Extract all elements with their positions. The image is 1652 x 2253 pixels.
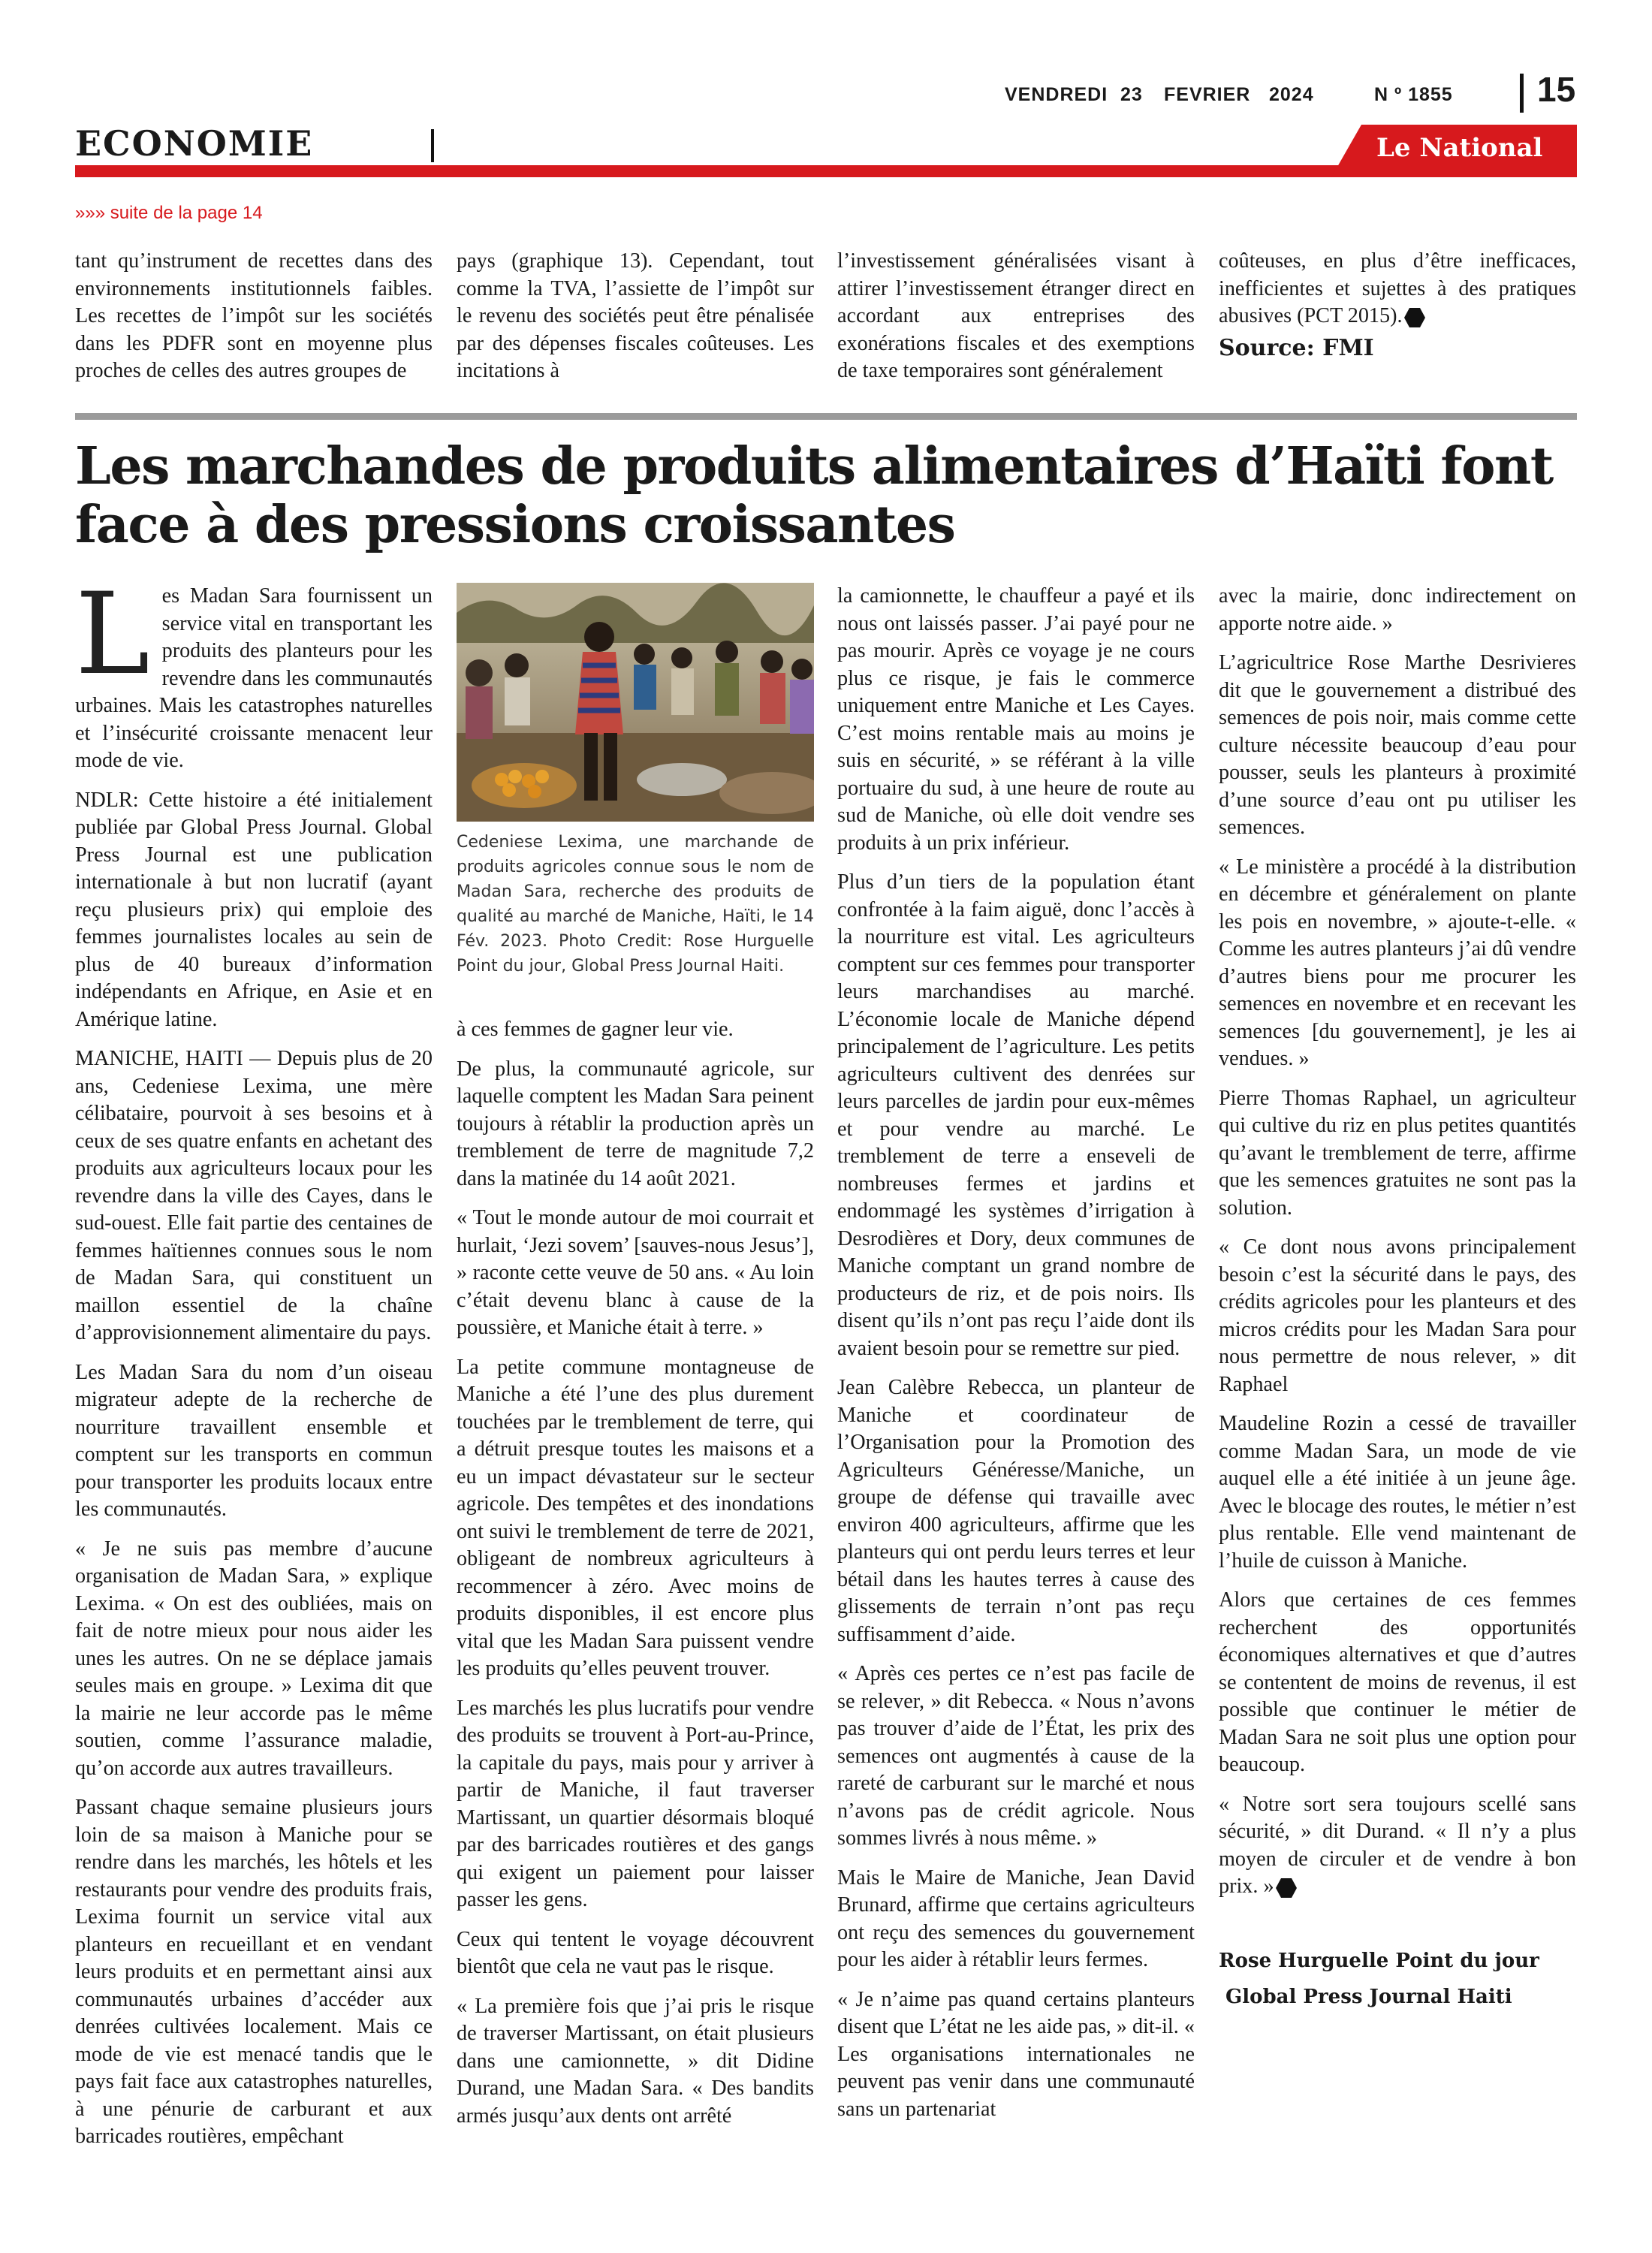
article-intro <box>75 583 433 775</box>
article-column-3 <box>837 583 1195 2190</box>
paragraph: Passant chaque semaine plusieurs jours loin de sa maison à Maniche pour se rendre dans les marchés, les hôtels et les restaurants pour vendre des produits frais, Lexima fournit un service vital aux planteurs en recueillant et en vendant leurs produits et en permettant ainsi aux communautés urbaines d’accéder aux denrées cultivées localement. Mais ce mode de vie est menacé tandis que le pays fait face aux catastrophes naturelles, à une pénurie de carburant et aux barricades routières, empêchant <box>75 1796 433 2148</box>
paragraph: à ces femmes de gagner leur vie. <box>457 1018 734 1041</box>
paragraph: la camionnette, le chauffeur a payé et ils nous ont laissés passer. J’ai payé pour ne pas mourir. Après ce voyage je ne cours plus ce risque, je fais le commerce uniquement entre Maniche et Les Cayes. C’est moins rentable mais au moins je suis en sécurité, » se référant à la ville portuaire du sud, à une heure de route au sud de Maniche, où elle doit vendre ses produits à un prix inférieur. <box>837 584 1195 855</box>
paragraph: Les Madan Sara du nom d’un oiseau migrateur adepte de la recherche de nourriture travaillent ensemble et comptent sur les transports en commun pour transporter les produits locaux entre les communautés. <box>75 1360 433 1521</box>
end-mark-icon <box>1404 307 1425 328</box>
top-article-text: l’investissement généralisées visant à attirer l’investissement étranger direct en accordant aux entreprises des exonérations fiscales et des exemptions de taxe temporaires sont généralement <box>837 249 1195 382</box>
paragraph: avec la mairie, donc indirectement on apporte notre aide. » <box>1219 584 1576 635</box>
paragraph: Mais le Maire de Maniche, Jean David Brunard, affirme que certains agriculteurs ont reçu des semences du gouvernement pour les aider à rétablir leurs fermes. <box>837 1865 1195 1971</box>
byline-author: Rose Hurguelle Point du jour <box>1219 1949 1539 1972</box>
paragraph: Maudeline Rozin a cessé de travailler comme Madan Sara, un mode de vie auquel elle a été initiée à un jeune âge. Avec le blocage des routes, le métier n’est plus rentable. Elle vend maintenant de l’huile de cuisson à Maniche. <box>1219 1412 1576 1573</box>
market-photo-illustration <box>457 583 814 822</box>
closing-text: « Notre sort sera toujours scellé sans sécurité, » dit Durand. « Il n’y a plus moyen de circuler et de vendre à bon prix. » <box>1219 1792 1576 1898</box>
top-article-text: pays (graphique 13). Cependant, tout comme la TVA, l’assiette de l’impôt sur le revenu des sociétés peut être pénalisée par des dépenses fiscales coûteuses. Les incitations à <box>457 249 814 382</box>
paragraph: Pierre Thomas Raphael, un agriculteur qui cultive du riz en plus petites quantités qu’avant le tremblement de terre, affirme que les semences gratuites ne sont pas la solution. <box>1219 1086 1576 1220</box>
continued-from-link[interactable]: »»» suite de la page 14 <box>75 203 263 223</box>
page-number-divider <box>1520 74 1524 113</box>
top-article-column-2 <box>457 248 814 388</box>
header-day: VENDREDI <box>1005 84 1108 105</box>
paragraph: « Le ministère a procédé à la distribution en décembre et généralement on plante les pois en novembre, » ajoute-t-elle. « Comme les autres planteurs j’ai dû vendre d’autres biens pour me procurer les semences en novembre et en recevant les semences [du gouvernement], je les ai vendues. » <box>1219 855 1576 1070</box>
issue-number: N º 1855 <box>1374 84 1453 105</box>
market-photo <box>457 583 814 822</box>
top-article-text <box>1219 248 1576 330</box>
header-year: 2024 <box>1269 84 1314 105</box>
paragraph: L’agricultrice Rose Marthe Desrivieres dit que le gouvernement a distribué des semences de pois noir, mais comme cette culture nécessite beaucoup d’eau pour pousser, seuls les planteurs à proximité d’une source d’eau ont pu utiliser les semences. <box>1219 651 1576 839</box>
paragraph: « Je ne suis pas membre d’aucune organisation de Madan Sara, » explique Lexima. « On est des oubliées, mais on fait de notre mieux pour nous aider les unes les autres. On ne se déplace jamais seules mais en groupe. » Lexima dit que la mairie ne leur accorde pas le même soutien, comme l’assurance maladie, qu’on accorde aux autres travailleurs. <box>75 1537 433 1780</box>
paragraph: Alors que certaines de ces femmes recherchent des opportunités économiques alternatives et que d’autres se contentent de moins de revenus, il est possible que continuer le métier de Madan Sara ne soit plus une option pour beaucoup. <box>1219 1588 1576 1776</box>
article-divider <box>75 413 1577 420</box>
byline-organization: Global Press Journal Haiti <box>1219 1985 1512 2008</box>
paragraph: NDLR: Cette histoire a été initialement publiée par Global Press Journal. Global Press Journal est une publication internationale à but non lucratif (ayant reçu plusieurs prix) qui emploie des femmes journalistes locales au sein de plus de 40 bureaux d’information indépendants en Afrique, en Asie et en Amérique latine. <box>75 788 433 1031</box>
header-month: FEVRIER <box>1164 84 1251 105</box>
paragraph: « Ce dont nous avons principalement besoin c’est la sécurité dans le pays, des crédits agricoles pour les planteurs et des micros crédits pour les Madan Sara pour nous permettre de nous relever, » dit Raphael <box>1219 1235 1576 1396</box>
top-article-column-4 <box>1219 248 1576 388</box>
photo-caption: Cedeniese Lexima, une marchande de produits agricoles connue sous le nom de Madan Sara, recherche des produits de qualité au marché de Maniche, Haïti, le 14 Fév. 2023. Photo Credit: Rose Hurguelle Point du jour, Global Press Journal Haiti. <box>457 833 814 976</box>
top-article-text: tant qu’instrument de recettes dans des environnements institutionnels faibles. Les recettes de l’impôt sur les sociétés dans les PDFR sont en moyenne plus proches de celles des autres groupes de <box>75 249 433 382</box>
paragraph: Plus d’un tiers de la population étant confrontée à la faim aiguë, donc l’accès à la nourriture est vital. Les agriculteurs comptent sur ces femmes pour transporter leurs marchandises au marché. L’économie locale de Maniche dépend principalement de l’agriculture. Les petits agriculteurs cultivent des denrées sur leurs parcelles de jardin pour eux-mêmes et pour vendre au marché. Le tremblement de terre a enseveli de nombreuses fermes et jardins et endommagé les systèmes d’irrigation à Desrodières et Dory, deux communes de Maniche comptant un grand nombre de producteurs de riz, et de pois noirs. Ils disent qu’ils n’ont pas reçu l’aide dont ils avaient besoin pour se remettre sur pied. <box>837 870 1195 1360</box>
paragraph: Les marchés les plus lucratifs pour vendre des produits se trouvent à Port-au-Prince, la capitale du pays, mais pour y arriver à partir de Maniche, il faut traverser Martissant, un quartier désormais bloqué par des barricades routières et des gangs qui exigent un paiement pour laisser passer les gens. <box>457 1696 814 1911</box>
end-mark-icon <box>1276 1878 1297 1899</box>
paragraph <box>1219 1791 1576 1901</box>
paragraph: Ceux qui tentent le voyage découvrent bientôt que cela ne vaut pas le risque. <box>457 1927 814 1978</box>
paragraph: « Tout le monde autour de moi courrait et hurlait, ‘Jezi sovem’ [sauves-nous Jesus’], » raconte cette veuve de 50 ans. « Au loin c’était devenu blanc à cause de la poussière, et Maniche était à terre. » <box>457 1206 814 1339</box>
article-headline: Les marchandes de produits alimentaires d’Haïti font face à des pressions croissantes <box>75 436 1553 555</box>
section-divider <box>431 129 434 162</box>
byline <box>1219 1943 1576 2015</box>
paragraph: MANICHE, HAITI — Depuis plus de 20 ans, Cedeniese Lexima, une mère célibataire, pourvoit à ses besoins et à ceux de ses quatre enfants en achetant des produits aux agriculteurs locaux pour les revendre dans la ville des Cayes, dans le sud-ouest. Elle fait partie des centaines de femmes haïtiennes connues sous le nom de Madan Sara, qui constituent un maillon essentiel de la chaîne d’approvisionnement alimentaire du pays. <box>75 1047 433 1344</box>
intro-text: es Madan Sara fournissent un service vital en transportant les produits des planteurs pour les revendre dans les communautés urbaines. Mais les catastrophes naturelles et l’insécurité croissante menacent leur mode de vie. <box>75 584 433 772</box>
page-number: 15 <box>1537 70 1576 109</box>
header-date-number: 23 <box>1120 84 1143 105</box>
paragraph: De plus, la communauté agricole, sur laquelle comptent les Madan Sara peinent toujours à rétablir la production après un tremblement de terre de magnitude 7,2 dans la matinée du 14 août 2021. <box>457 1057 814 1190</box>
paragraph: Jean Calèbre Rebecca, un planteur de Maniche et coordinateur de l’Organisation pour la Promotion des Agriculteurs Généresse/Maniche, un groupe de défense qui travaille avec environ 400 agriculteurs, affirme que les planteurs qui ont perdu leurs terres et leur bétail dans les hautes terres à cause des glissements de terrain n’ont pas reçu suffisamment d’aide. <box>837 1376 1195 1646</box>
source-credit: Source: FMI <box>1219 334 1374 361</box>
article-column-4 <box>1219 583 1576 2190</box>
top-article-end-text: coûteuses, en plus d’être inefficaces, inefficientes et sujettes à des pratiques abusives (PCT 2015). <box>1219 249 1576 327</box>
drop-cap: L <box>75 583 150 700</box>
paragraph: « La première fois que j’ai pris le risque de traverser Martissant, on était plusieurs dans une camionnette, » dit Didine Durand, une Madan Sara. « Des bandits armés jusqu’aux dents ont arrêté <box>457 1994 814 2128</box>
top-article-column-3 <box>837 248 1195 388</box>
article-column-1 <box>75 583 433 2190</box>
paragraph: « Je n’aime pas quand certains planteurs disent que L’état ne les aide pas, » dit-il. « Les organisations internationales ne peuvent pas venir dans une communauté sans un partenariat <box>837 1987 1195 2121</box>
paragraph: La petite commune montagneuse de Maniche a été l’une des plus durement touchées par le tremblement de terre, qui a détruit presque toutes les maisons et a eu un impact dévastateur sur le secteur agricole. Des tempêtes et des inondations ont suivi le tremblement de terre de 2021, obligeant de nombreux agriculteurs à recommencer à zéro. Avec moins de produits disponibles, il est encore plus vital que les Madan Sara puissent vendre les produits qu’elles peuvent trouver. <box>457 1355 814 1680</box>
top-article-column-1 <box>75 248 433 388</box>
section-title: ECONOMIE <box>75 123 314 164</box>
paragraph: « Après ces pertes ce n’est pas facile de se relever, » dit Rebecca. « Nous n’avons pas trouver d’aide de l’État, les prix des semences ont augmentés à cause de la rareté de carburant sur le marché et nous n’avons pas de crédit agricole. Nous sommes livrés à nous même. » <box>837 1662 1195 1850</box>
article-column-2 <box>457 1016 814 2195</box>
brand-logo: Le National <box>1376 133 1543 163</box>
